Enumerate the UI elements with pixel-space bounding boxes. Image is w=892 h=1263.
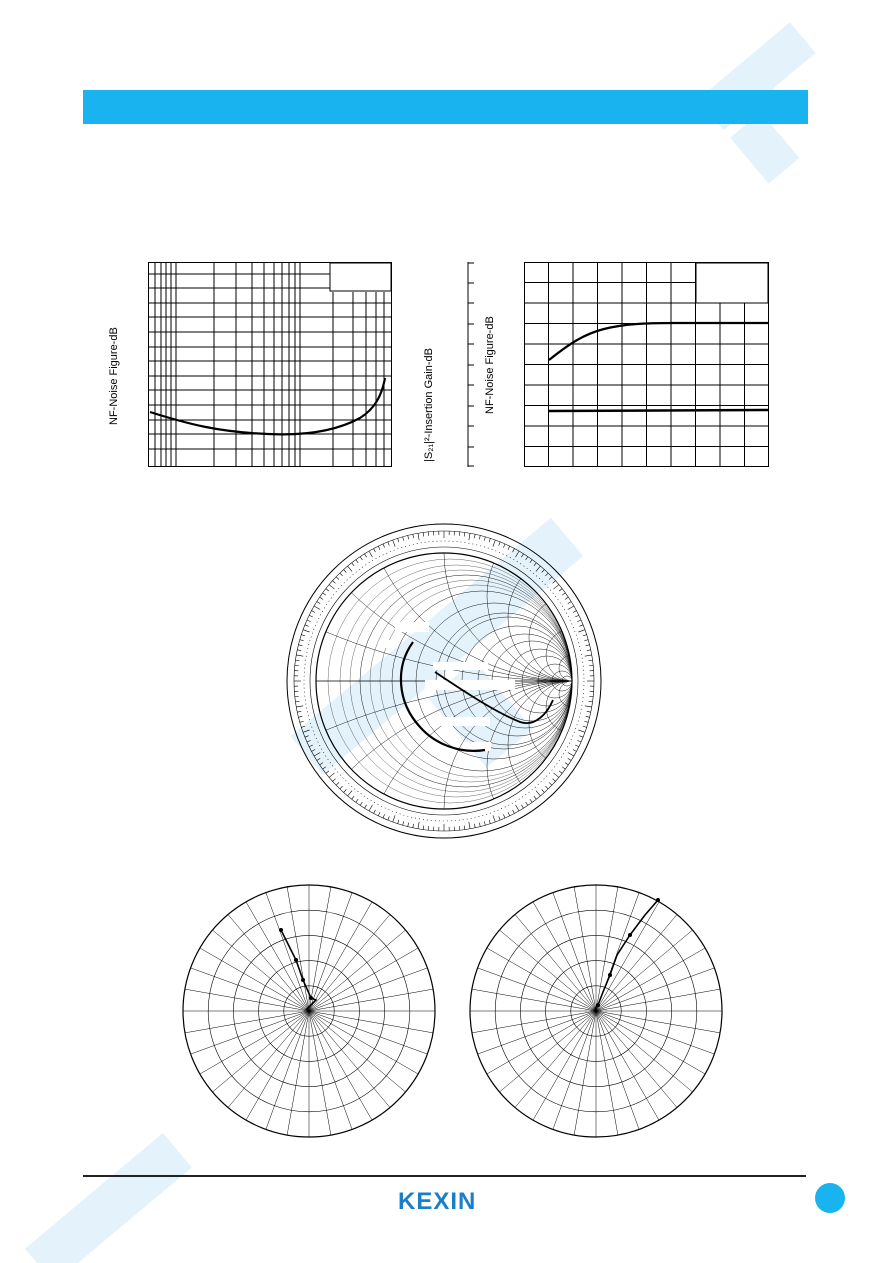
smith-tick	[578, 730, 585, 732]
smith-tick	[312, 750, 316, 752]
smith-tick	[568, 753, 574, 757]
smith-tick	[521, 554, 523, 557]
smith-tick	[587, 711, 591, 712]
smith-tick	[499, 542, 500, 546]
smith-tick	[352, 796, 354, 799]
smith-tick	[383, 544, 385, 548]
smith-tick	[503, 544, 505, 548]
smith-tick	[365, 554, 367, 557]
page-number-badge	[815, 1183, 845, 1213]
smith-tick	[340, 786, 343, 789]
smith-tick	[464, 826, 465, 830]
smith-tick	[534, 796, 536, 799]
smith-tick	[298, 716, 302, 717]
smith-tick	[562, 767, 565, 769]
kexin-logo	[398, 1187, 498, 1215]
smith-tick	[297, 650, 301, 651]
smith-tick	[474, 534, 475, 538]
smith-tick	[489, 820, 490, 824]
smith-tick	[296, 655, 303, 656]
smith-tick	[348, 791, 352, 796]
smith-tick	[393, 540, 395, 547]
gain-axis	[462, 262, 474, 467]
smith-tick	[575, 745, 579, 747]
smith-tick	[534, 563, 536, 566]
smith-tick	[584, 721, 588, 722]
smith-tick	[403, 821, 404, 825]
smith-tick	[378, 546, 380, 550]
smith-tick	[469, 533, 470, 540]
smith-tick	[493, 540, 495, 547]
section-header-bar	[83, 90, 808, 124]
polar-chart-s12	[465, 880, 727, 1142]
smith-tick	[320, 763, 323, 765]
ylabel-noise-figure: NF-Noise Figure-dB	[108, 327, 120, 425]
smith-tick	[314, 606, 320, 610]
smith-tick	[300, 721, 304, 722]
smith-tick	[408, 535, 409, 539]
smith-tick	[303, 730, 310, 732]
smith-tick	[586, 645, 590, 646]
smith-tick	[545, 786, 548, 789]
smith-tick	[562, 593, 565, 595]
smith-tick	[348, 566, 352, 571]
smith-tick	[503, 814, 505, 818]
smith-tick	[464, 532, 465, 536]
smith-tick	[516, 805, 520, 811]
svg-text:KEXIN: KEXIN	[398, 1188, 477, 1215]
ylabel-insertion-gain: |S₂₁|²-Insertion Gain-dB	[423, 348, 435, 462]
smith-tick	[565, 597, 568, 599]
smith-tick	[489, 538, 490, 542]
smith-tick	[516, 551, 520, 557]
smith-tick	[508, 546, 510, 550]
smith-tick	[552, 779, 555, 782]
smith-tick	[307, 620, 311, 622]
smith-tick	[513, 810, 515, 814]
smith-tick	[542, 570, 545, 573]
smith-tick	[374, 549, 376, 553]
smith-tick	[554, 773, 559, 777]
smith-tick	[356, 799, 358, 802]
smith-tick	[305, 736, 309, 737]
smith-tick	[378, 812, 380, 816]
smith-tick	[568, 758, 571, 760]
smith-tick	[336, 577, 339, 580]
polar-chart-s21	[178, 880, 440, 1142]
smith-tick	[295, 660, 299, 661]
footer-divider	[83, 1175, 806, 1177]
smith-tick	[323, 593, 326, 595]
insertion-gain-curve	[549, 323, 769, 360]
smith-tick	[418, 822, 419, 829]
smith-tick	[469, 822, 470, 829]
smith-tick	[356, 560, 358, 563]
smith-tick	[309, 745, 313, 747]
smith-tick	[573, 750, 577, 752]
smith-tick	[383, 814, 385, 818]
smith-tick	[559, 589, 562, 591]
smith-tick	[479, 823, 480, 827]
smith-tick	[317, 602, 320, 604]
smith-tick	[403, 537, 404, 541]
smith-tick	[303, 630, 310, 632]
smith-tick	[484, 537, 485, 541]
smith-tick	[589, 701, 593, 702]
smith-tick	[329, 773, 334, 777]
smith-tick	[413, 824, 414, 828]
smith-tick	[583, 726, 587, 727]
smith-tick	[398, 820, 399, 824]
smith-tick	[549, 577, 552, 580]
smith-tick	[312, 611, 316, 613]
smith-tick	[314, 753, 320, 757]
smith-tick	[508, 812, 510, 816]
smith-tick	[577, 620, 581, 622]
smith-tick	[585, 655, 592, 656]
noise-figure-curve	[150, 378, 385, 434]
smith-tick	[300, 640, 304, 641]
smith-tick	[329, 585, 334, 589]
smith-tick	[568, 606, 574, 610]
smith-tick	[393, 815, 395, 822]
smith-tick	[479, 535, 480, 539]
smith-tick	[336, 782, 339, 785]
smith-tick	[559, 771, 562, 773]
smith-tick	[474, 824, 475, 828]
smith-tick	[536, 791, 540, 796]
smith-tick	[320, 597, 323, 599]
smith-tick	[344, 789, 347, 792]
smith-tick	[340, 573, 343, 576]
smith-tick	[408, 823, 409, 827]
smith-tick	[423, 532, 424, 536]
smith-tick	[552, 581, 555, 584]
smith-tick	[305, 625, 309, 626]
smith-tick	[398, 538, 399, 542]
smith-tick	[578, 630, 585, 632]
smith-tick	[307, 740, 311, 742]
smith-tick	[297, 711, 301, 712]
smith-tick	[589, 660, 593, 661]
s12-trace	[594, 900, 658, 1011]
smith-tick	[513, 549, 515, 553]
smith-tick	[369, 551, 373, 557]
smith-tick	[536, 566, 540, 571]
s22-trace	[435, 672, 553, 723]
smith-tick	[413, 534, 414, 538]
smith-tick	[423, 826, 424, 830]
smith-tick	[554, 585, 559, 589]
smith-tick	[575, 615, 579, 617]
smith-tick	[317, 758, 320, 760]
smith-tick	[295, 701, 299, 702]
smith-tick	[365, 805, 367, 808]
smith-tick	[388, 542, 389, 546]
smith-tick	[526, 802, 528, 805]
gain-noise-plot	[524, 262, 769, 467]
smith-tick	[565, 763, 568, 765]
smith-chart	[285, 522, 603, 840]
smith-tick	[301, 726, 305, 727]
smith-tick	[545, 573, 548, 576]
smith-tick	[583, 635, 587, 636]
noise-figure-flat-curve	[549, 410, 769, 411]
smith-tick	[360, 802, 362, 805]
smith-tick	[418, 533, 419, 540]
smith-tick	[388, 816, 389, 820]
smith-tick	[333, 581, 336, 584]
smith-tick	[309, 615, 313, 617]
smith-tick	[301, 635, 305, 636]
smith-tick	[360, 557, 362, 560]
smith-tick	[484, 821, 485, 825]
smith-tick	[352, 563, 354, 566]
smith-tick	[587, 650, 591, 651]
smith-tick	[323, 767, 326, 769]
smith-tick	[298, 645, 302, 646]
smith-tick	[579, 736, 583, 737]
noise-figure-plot	[148, 262, 392, 467]
smith-tick	[579, 625, 583, 626]
smith-tick	[549, 782, 552, 785]
smith-tick	[326, 771, 329, 773]
smith-tick	[326, 589, 329, 591]
smith-tick	[530, 560, 532, 563]
smith-tick	[333, 779, 336, 782]
smith-tick	[521, 805, 523, 808]
smith-tick	[374, 810, 376, 814]
smith-tick	[573, 611, 577, 613]
smith-tick	[296, 706, 303, 707]
smith-tick	[542, 789, 545, 792]
smith-tick	[577, 740, 581, 742]
smith-tick	[499, 816, 500, 820]
smith-tick	[584, 640, 588, 641]
ylabel-noise-figure-2: NF-Noise Figure-dB	[484, 316, 496, 414]
smith-tick	[568, 602, 571, 604]
smith-tick	[586, 716, 590, 717]
smith-tick	[526, 557, 528, 560]
smith-tick	[585, 706, 592, 707]
smith-tick	[530, 799, 532, 802]
smith-tick	[344, 570, 347, 573]
smith-tick	[369, 805, 373, 811]
smith-tick	[493, 815, 495, 822]
